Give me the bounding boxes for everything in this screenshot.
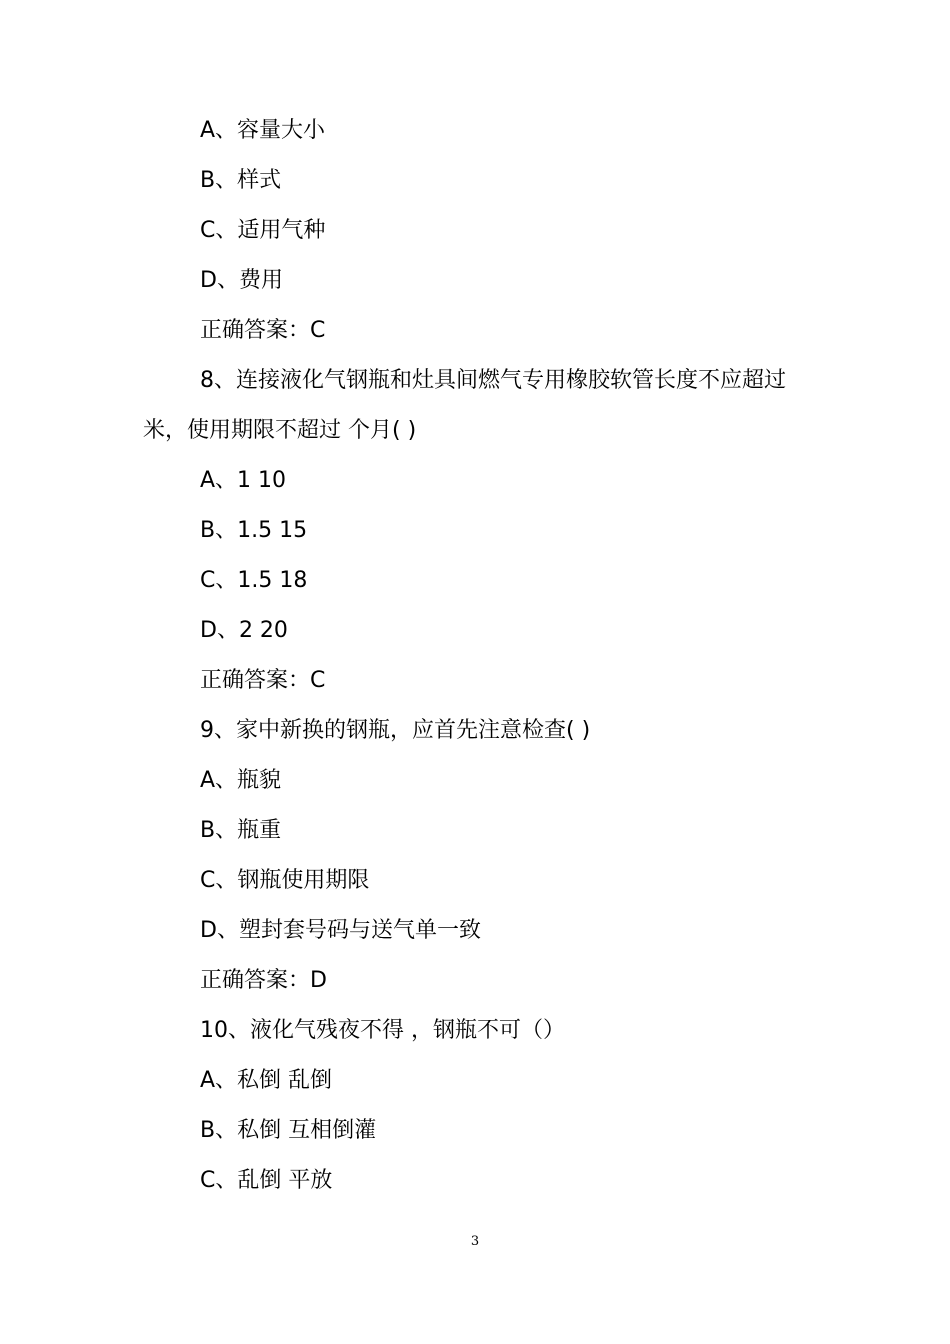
q9-option-a: A、瓶貌 (200, 768, 282, 793)
q8-answer: 正确答案：C (200, 668, 326, 693)
q10-stem: 10、液化气残夜不得 ，钢瓶不可（） (200, 1018, 565, 1043)
q9-stem: 9、家中新换的钢瓶，应首先注意检查( ) (200, 718, 591, 743)
q7-option-d: D、费用 (200, 268, 283, 293)
page-content (143, 106, 813, 1206)
q7-answer: 正确答案：C (200, 318, 326, 343)
q8-stem-line1: 8、连接液化气钢瓶和灶具间燃气专用橡胶软管长度不应超过 (200, 368, 786, 393)
q8-option-a: A、1 10 (200, 468, 287, 493)
q9-option-d: D、塑封套号码与送气单一致 (200, 918, 481, 943)
q7-option-b: B、样式 (200, 168, 282, 193)
q10-option-a: A、私倒 乱倒 (200, 1068, 333, 1093)
q9-option-c: C、钢瓶使用期限 (200, 868, 370, 893)
q8-stem-line2: 米，使用期限不超过 个月( ) (143, 418, 417, 443)
q10-option-b: B、私倒 互相倒灌 (200, 1118, 377, 1143)
q8-option-b: B、1.5 15 (200, 518, 308, 543)
page-number: 3 (470, 1234, 480, 1249)
q9-option-b: B、瓶重 (200, 818, 282, 843)
q7-option-c: C、适用气种 (200, 218, 326, 243)
q9-answer: 正确答案：D (200, 968, 327, 993)
q8-option-d: D、2 20 (200, 618, 288, 643)
q10-option-c: C、乱倒 平放 (200, 1168, 333, 1193)
q7-option-a: A、容量大小 (200, 118, 326, 143)
q8-option-c: C、1.5 18 (200, 568, 308, 593)
